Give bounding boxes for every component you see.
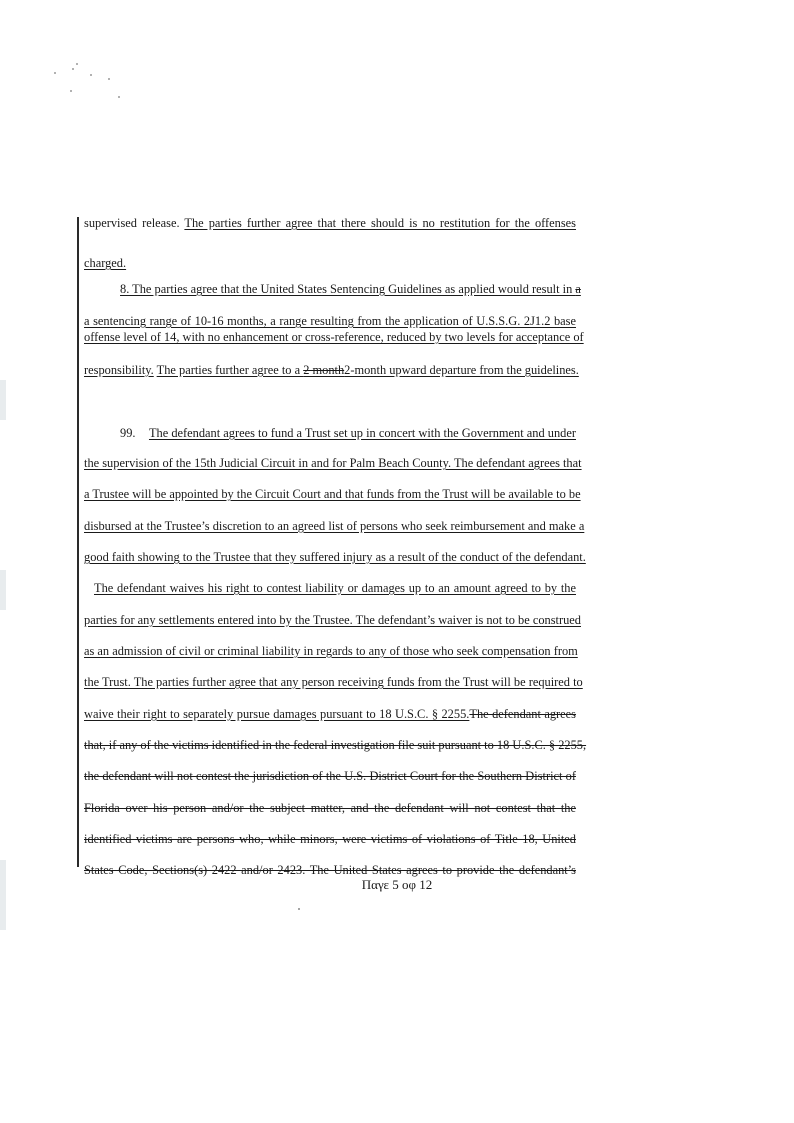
text-line: as an admission of civil or criminal liability in regards to any of those who seek compensation from bbox=[84, 644, 578, 658]
text-line: waive their right to separately pursue damages pursuant to 18 U.S.C. § 2255.The defendant agrees bbox=[84, 707, 577, 721]
revision-change-bar bbox=[77, 217, 79, 867]
text-line: the Trust. The parties further agree that any person receiving funds from the Trust will be required to bbox=[84, 675, 583, 689]
page-number-footer: Παγε 5 οφ 12 bbox=[361, 877, 433, 892]
text-line: parties for any settlements entered into by the Trustee. The defendant’s waiver is not to be construed bbox=[84, 613, 581, 627]
scan-edge-mark bbox=[0, 860, 6, 930]
struck-text-line: that, if any of the victims identified in the federal investigation file suit pursuant to 18 U.S.C. § 2255, bbox=[84, 738, 587, 752]
text-line: The defendant waives his right to contest liability or damages up to an amount agreed to by the bbox=[94, 581, 576, 595]
struck-text-line: identified victims are persons who, while minors, were victims of violations of Title 18, United bbox=[84, 832, 576, 846]
text-line: good faith showing to the Trustee that they suffered injury as a result of the conduct of the defendant. bbox=[84, 550, 586, 564]
text-line: charged. bbox=[84, 256, 127, 270]
struck-text-line: Florida over his person and/or the subject matter, and the defendant will not contest that the bbox=[84, 801, 576, 815]
scan-speck bbox=[298, 908, 300, 910]
text-line: a sentencing range of 10-16 months, a range resulting from the application of U.S.S.G. 2J1.2 base bbox=[84, 314, 576, 328]
struck-text-line: the defendant will not contest the jurisdiction of the U.S. District Court for the Southern District of bbox=[84, 769, 576, 783]
text-line: offense level of 14, with no enhancement or cross-reference, reduced by two levels for acceptance of bbox=[84, 330, 584, 344]
paragraph-99-start: 99. The defendant agrees to fund a Trust set up in concert with the Government and under bbox=[120, 426, 576, 440]
text-line: the supervision of the 15th Judicial Circuit in and for Palm Beach County. The defendant agrees that bbox=[84, 456, 582, 470]
scan-edge-mark bbox=[0, 380, 6, 420]
scan-edge-mark bbox=[0, 570, 6, 610]
text-line: a Trustee will be appointed by the Circuit Court and that funds from the Trust will be available to be bbox=[84, 487, 581, 501]
paragraph-number: 99. bbox=[120, 426, 136, 440]
paragraph-8-start: 8. The parties agree that the United States Sentencing Guidelines as applied would result in a bbox=[120, 282, 581, 296]
text-line: disbursed at the Trustee’s discretion to an agreed list of persons who seek reimbursement and make a bbox=[84, 519, 585, 533]
scan-specks bbox=[50, 60, 140, 110]
text-line: responsibility. The parties further agree to a 2 month2-month upward departure from the guidelines. bbox=[84, 363, 579, 377]
text-line: supervised release. The parties further agree that there should is no restitution for the offenses bbox=[84, 216, 577, 230]
struck-text-line: States Code, Sections(s) 2422 and/or 2423. The United States agrees to provide the defendant’s bbox=[84, 863, 576, 877]
